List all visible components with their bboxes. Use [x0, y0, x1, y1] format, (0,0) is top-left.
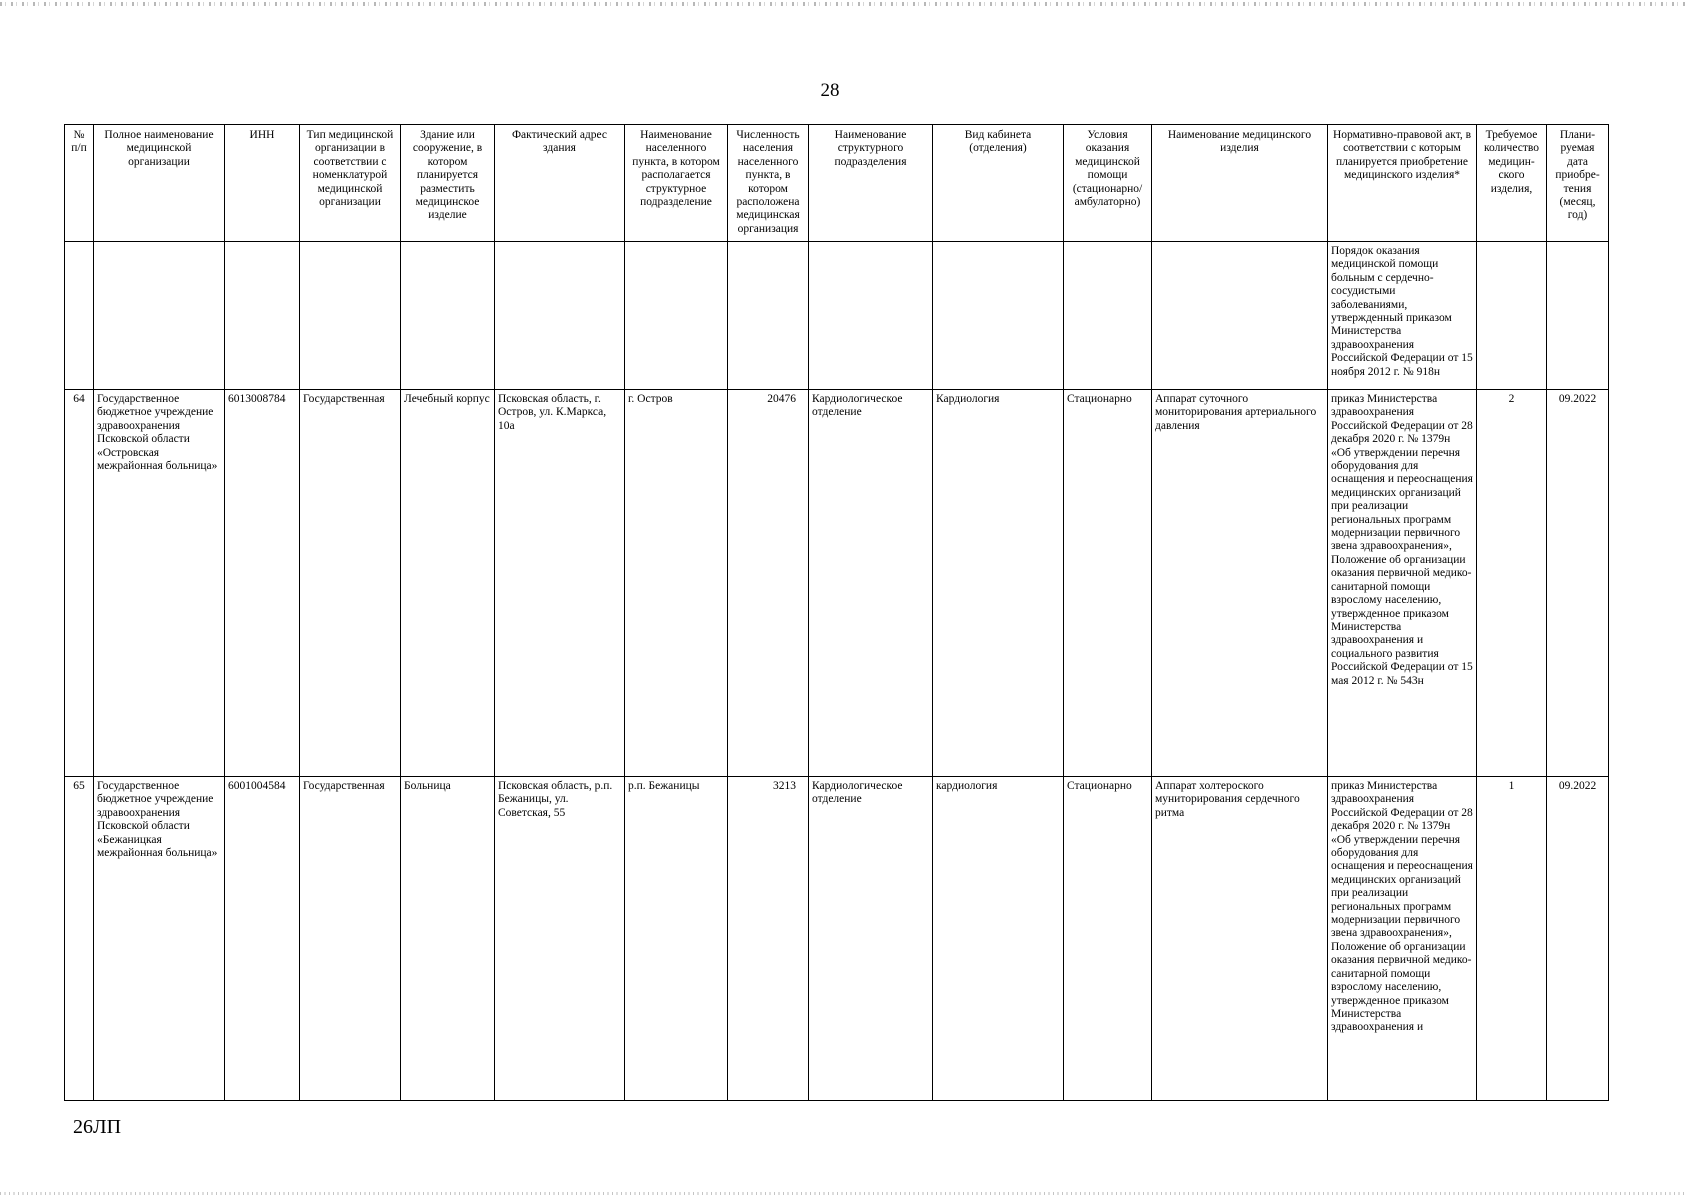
cell-act: приказ Министерства здравоохранения Российской Федерации от 28 декабря 2020 г. № 1379н «Об утверждении перечня оборудования для оснащения и переоснащения медицинских организаций при реализации региональных программ модернизации первичного звена здравоохранения», Положение об организации оказания первичной медико-санитарной помощи взрослому населению, утвержденное приказом Министерства здравоохранения и социального развития Российской Федерации от 15 мая 2012 г. № 543н — [1328, 390, 1477, 777]
cell-num: 64 — [65, 390, 94, 777]
cell-address: Псковская область, г. Остров, ул. К.Маркса, 10а — [495, 390, 625, 777]
header-population: Численность населения населенного пункта, в котором расположена медицинская организация — [728, 125, 809, 242]
header-num: № п/п — [65, 125, 94, 242]
cell-settlement: г. Остров — [625, 390, 728, 777]
header-type: Тип медицинской организации в соответствии с номенклатурой медицинской организации — [300, 125, 401, 242]
document-code: 26ЛП — [73, 1116, 122, 1138]
header-inn: ИНН — [225, 125, 300, 242]
header-settlement: Наименование населенного пункта, в котором располагается структурное подразделение — [625, 125, 728, 242]
cell-empty — [401, 242, 495, 390]
cell-empty — [300, 242, 401, 390]
table-header-row — [65, 125, 1609, 242]
cell-device: Аппарат холтероского муниторирования сердечного ритма — [1152, 777, 1328, 1101]
cell-conditions: Стационарно — [1064, 777, 1152, 1101]
header-address: Фактический адрес здания — [495, 125, 625, 242]
header-org: Полное наименование медицинской организации — [94, 125, 225, 242]
cell-qty: 2 — [1477, 390, 1547, 777]
cell-empty — [809, 242, 933, 390]
scan-edge-top — [0, 2, 1686, 6]
cell-unit: Кардиологическое отделение — [809, 777, 933, 1101]
cell-cabinet: кардиология — [933, 777, 1064, 1101]
cell-empty — [1477, 242, 1547, 390]
cell-org: Государственное бюджетное учреждение здравоохранения Псковской области «Островская межрайонная больница» — [94, 390, 225, 777]
cell-empty — [495, 242, 625, 390]
cell-cabinet: Кардиология — [933, 390, 1064, 777]
cell-num: 65 — [65, 777, 94, 1101]
table-row-continuation — [65, 242, 1609, 390]
cell-address: Псковская область, р.п. Бежаницы, ул. Советская, 55 — [495, 777, 625, 1101]
cell-org: Государственное бюджетное учреждение здравоохранения Псковской области «Бежаницкая межрайонная больница» — [94, 777, 225, 1101]
cell-inn: 6001004584 — [225, 777, 300, 1101]
cell-conditions: Стационарно — [1064, 390, 1152, 777]
cell-empty — [65, 242, 94, 390]
cell-empty — [933, 242, 1064, 390]
scan-edge-bottom — [0, 1192, 1686, 1195]
cell-population: 3213 — [728, 777, 809, 1101]
table-row — [65, 777, 1609, 1101]
cell-empty — [1547, 242, 1609, 390]
header-building: Здание или сооружение, в котором планируется разместить медицинское изделие — [401, 125, 495, 242]
header-date: Плани-руемая дата приобре-тения (месяц, год) — [1547, 125, 1609, 242]
cell-empty — [225, 242, 300, 390]
header-device: Наименование медицинского изделия — [1152, 125, 1328, 242]
header-act: Нормативно-правовой акт, в соответствии с которым планируется приобретение медицинского изделия* — [1328, 125, 1477, 242]
cell-empty — [1152, 242, 1328, 390]
cell-inn: 6013008784 — [225, 390, 300, 777]
header-conditions: Условия оказания медицинской помощи (стационарно/ амбулаторно) — [1064, 125, 1152, 242]
cell-date: 09.2022 — [1547, 777, 1609, 1101]
cell-unit: Кардиологическое отделение — [809, 390, 933, 777]
cell-building: Больница — [401, 777, 495, 1101]
equipment-register-table — [64, 124, 1609, 1101]
cell-qty: 1 — [1477, 777, 1547, 1101]
header-cabinet: Вид кабинета (отделения) — [933, 125, 1064, 242]
cell-empty — [625, 242, 728, 390]
header-qty: Требуемое количество медицин-ского изделия, — [1477, 125, 1547, 242]
cell-type: Государственная — [300, 777, 401, 1101]
cell-empty — [94, 242, 225, 390]
table-row — [65, 390, 1609, 777]
cell-empty — [1064, 242, 1152, 390]
cell-type: Государственная — [300, 390, 401, 777]
header-unit: Наименование структурного подразделения — [809, 125, 933, 242]
cell-population: 20476 — [728, 390, 809, 777]
cell-date: 09.2022 — [1547, 390, 1609, 777]
cell-settlement: р.п. Бежаницы — [625, 777, 728, 1101]
cell-act: приказ Министерства здравоохранения Российской Федерации от 28 декабря 2020 г. № 1379н «Об утверждении перечня оборудования для оснащения и переоснащения медицинских организаций при реализации региональных программ модернизации первичного звена здравоохранения», Положение об организации оказания первичной медико-санитарной помощи взрослому населению, утвержденное приказом Министерства здравоохранения и — [1328, 777, 1477, 1101]
page-number: 28 — [820, 80, 840, 101]
cell-act-continuation: Порядок оказания медицинской помощи больным с сердечно-сосудистыми заболеваниями, утвержденный приказом Министерства здравоохранения Российской Федерации от 15 ноября 2012 г. № 918н — [1328, 242, 1477, 390]
cell-building: Лечебный корпус — [401, 390, 495, 777]
cell-empty — [728, 242, 809, 390]
cell-device: Аппарат суточного мониторирования артериального давления — [1152, 390, 1328, 777]
